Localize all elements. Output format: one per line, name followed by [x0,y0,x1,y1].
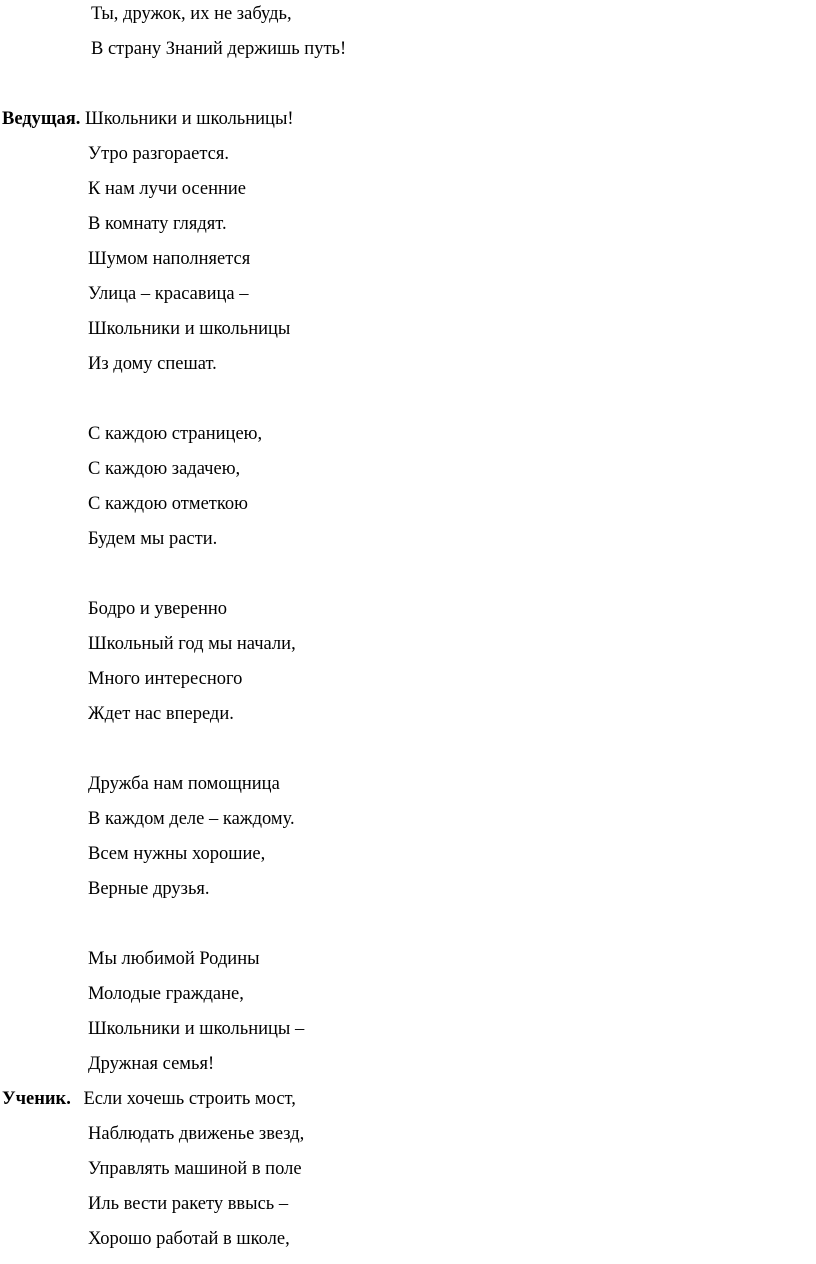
stanza4-line-3: Всем нужны хорошие, [88,844,266,864]
stanza2-line-3: С каждою отметкою [88,494,248,514]
intro-line-2: В страну Знаний держишь путь! [91,39,347,59]
stanza1-line-2: К нам лучи осенние [88,179,246,199]
stanza1-line-7: Из дому спешат. [88,354,217,374]
stanza5-line-3: Школьники и школьницы – [88,1019,305,1039]
stanza2-line-1: С каждою страницею, [88,424,263,444]
speaker-label-host: Ведущая. [2,109,81,129]
stanza1-line-5: Улица – красавица – [88,284,249,304]
speaker-label-student: Ученик. [2,1089,71,1109]
student-line-4: Хорошо работай в школе, [88,1229,290,1249]
stanza1-line-4: Шумом наполняется [88,249,251,269]
stanza5-line-2: Молодые граждане, [88,984,244,1004]
student-opening-text: Если хочешь строить мост, [83,1089,296,1109]
stanza5-line-4: Дружная семья! [88,1054,215,1074]
student-line-1: Наблюдать движенье звезд, [88,1124,305,1144]
stanza5-line-1: Мы любимой Родины [88,949,260,969]
stanza2-line-4: Будем мы расти. [88,529,218,549]
stanza1-line-1: Утро разгорается. [88,144,230,164]
stanza3-line-1: Бодро и уверенно [88,599,228,619]
stanza1-line-3: В комнату глядят. [88,214,227,234]
student-line-3: Иль вести ракету ввысь – [88,1194,289,1214]
stanza1-line-6: Школьники и школьницы [88,319,291,339]
student-first-line [2,1088,296,1110]
stanza3-line-4: Ждет нас впереди. [88,704,234,724]
host-first-line [2,108,294,130]
intro-line-1: Ты, дружок, их не забудь, [91,4,292,24]
stanza4-line-4: Верные друзья. [88,879,210,899]
stanza3-line-2: Школьный год мы начали, [88,634,296,654]
stanza4-line-2: В каждом деле – каждому. [88,809,295,829]
stanza3-line-3: Много интересного [88,669,243,689]
stanza2-line-2: С каждою задачею, [88,459,241,479]
host-opening-text: Школьники и школьницы! [85,109,294,129]
stanza4-line-1: Дружба нам помощница [88,774,280,794]
student-line-2: Управлять машиной в поле [88,1159,302,1179]
